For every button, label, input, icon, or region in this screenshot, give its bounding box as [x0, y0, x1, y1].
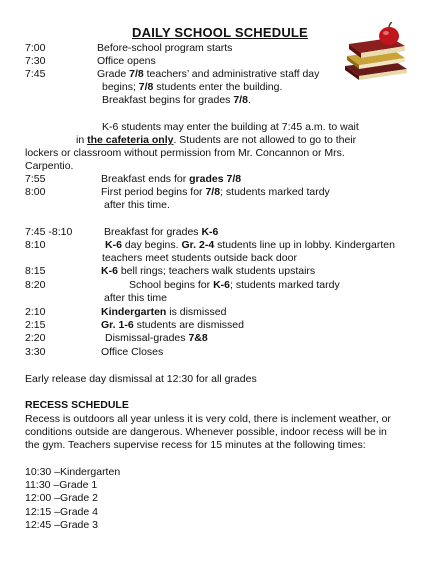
time: 2:10 — [25, 306, 46, 318]
books-apple-icon — [343, 22, 409, 82]
time: 3:30 — [25, 346, 46, 358]
note-line: Carpentio. — [25, 160, 74, 172]
schedule-row-0800 — [25, 186, 330, 199]
recess-time: 12:15 –Grade 4 — [25, 506, 98, 518]
recess-text: conditions outside are dangerous. Whenever possible, indoor recess will be in — [25, 426, 387, 438]
event-text: Office Closes — [101, 346, 164, 358]
schedule-row-0700 — [25, 42, 233, 55]
event-text: Dismissal-grades 7&8 — [105, 332, 208, 344]
schedule-row-0730 — [25, 55, 156, 68]
schedule-continuation: after this time — [104, 292, 168, 304]
event-text: Office opens — [97, 55, 156, 67]
schedule-continuation: after this time. — [104, 199, 170, 211]
schedule-row-0745 — [25, 68, 320, 81]
recess-time: 10:30 –Kindergarten — [25, 466, 121, 478]
note-line: in the cafeteria only. Students are not allowed to go to their — [76, 134, 357, 146]
event-text: K-6 bell rings; teachers walk students upstairs — [101, 265, 316, 277]
event-text: Gr. 1-6 students are dismissed — [101, 319, 244, 331]
recess-text: Recess is outdoors all year unless it is very cold, there is inclement weather, or — [25, 413, 391, 425]
event-text: School begins for K-6; students marked tardy — [129, 279, 340, 291]
event-text: Kindergarten is dismissed — [101, 306, 227, 318]
schedule-row-0745-0810 — [25, 226, 219, 239]
recess-time: 11:30 –Grade 1 — [25, 479, 98, 491]
note-line: K-6 students may enter the building at 7:45 a.m. to wait — [102, 121, 359, 133]
event-text: Breakfast for grades K-6 — [104, 226, 219, 238]
note-line: lockers or classroom without permission from Mr. Concannon or Mrs. — [25, 147, 345, 159]
event-text: Before-school program starts — [97, 42, 233, 54]
schedule-continuation: begins; 7/8 students enter the building. — [102, 81, 283, 93]
schedule-row-0330 — [25, 346, 164, 359]
time: 8:00 — [25, 186, 46, 198]
recess-time: 12:45 –Grade 3 — [25, 519, 98, 531]
schedule-continuation: Breakfast begins for grades 7/8. — [102, 94, 251, 106]
time: 7:45 -8:10 — [25, 226, 73, 238]
event-text: K-6 day begins. Gr. 2-4 students line up in lobby. Kindergarten — [105, 239, 395, 251]
schedule-row-0810 — [25, 239, 395, 252]
time: 7:55 — [25, 173, 46, 185]
time: 8:10 — [25, 239, 46, 251]
event-text: First period begins for 7/8; students marked tardy — [101, 186, 330, 198]
early-release: Early release day dismissal at 12:30 for all grades — [25, 373, 257, 385]
time: 7:45 — [25, 68, 46, 80]
page-title: DAILY SCHOOL SCHEDULE — [132, 25, 308, 40]
time: 8:15 — [25, 265, 46, 277]
time: 2:15 — [25, 319, 46, 331]
schedule-continuation: teachers meet students outside back door — [102, 252, 297, 264]
event-text: Breakfast ends for grades 7/8 — [101, 173, 242, 185]
recess-title: RECESS SCHEDULE — [25, 399, 129, 411]
time: 8:20 — [25, 279, 46, 291]
schedule-row-0755 — [25, 173, 242, 186]
schedule-row-0210 — [25, 306, 227, 319]
event-text: Grade 7/8 teachers’ and administrative staff day — [97, 68, 320, 80]
schedule-row-0220 — [25, 332, 208, 345]
time: 2:20 — [25, 332, 46, 344]
schedule-row-0215 — [25, 319, 244, 332]
schedule-row-0820 — [25, 279, 340, 292]
recess-text: the gym. Teachers supervise recess for 15 minutes at the following times: — [25, 439, 366, 451]
schedule-row-0815 — [25, 265, 316, 278]
time: 7:30 — [25, 55, 46, 67]
recess-time: 12:00 –Grade 2 — [25, 492, 98, 504]
time: 7:00 — [25, 42, 46, 54]
